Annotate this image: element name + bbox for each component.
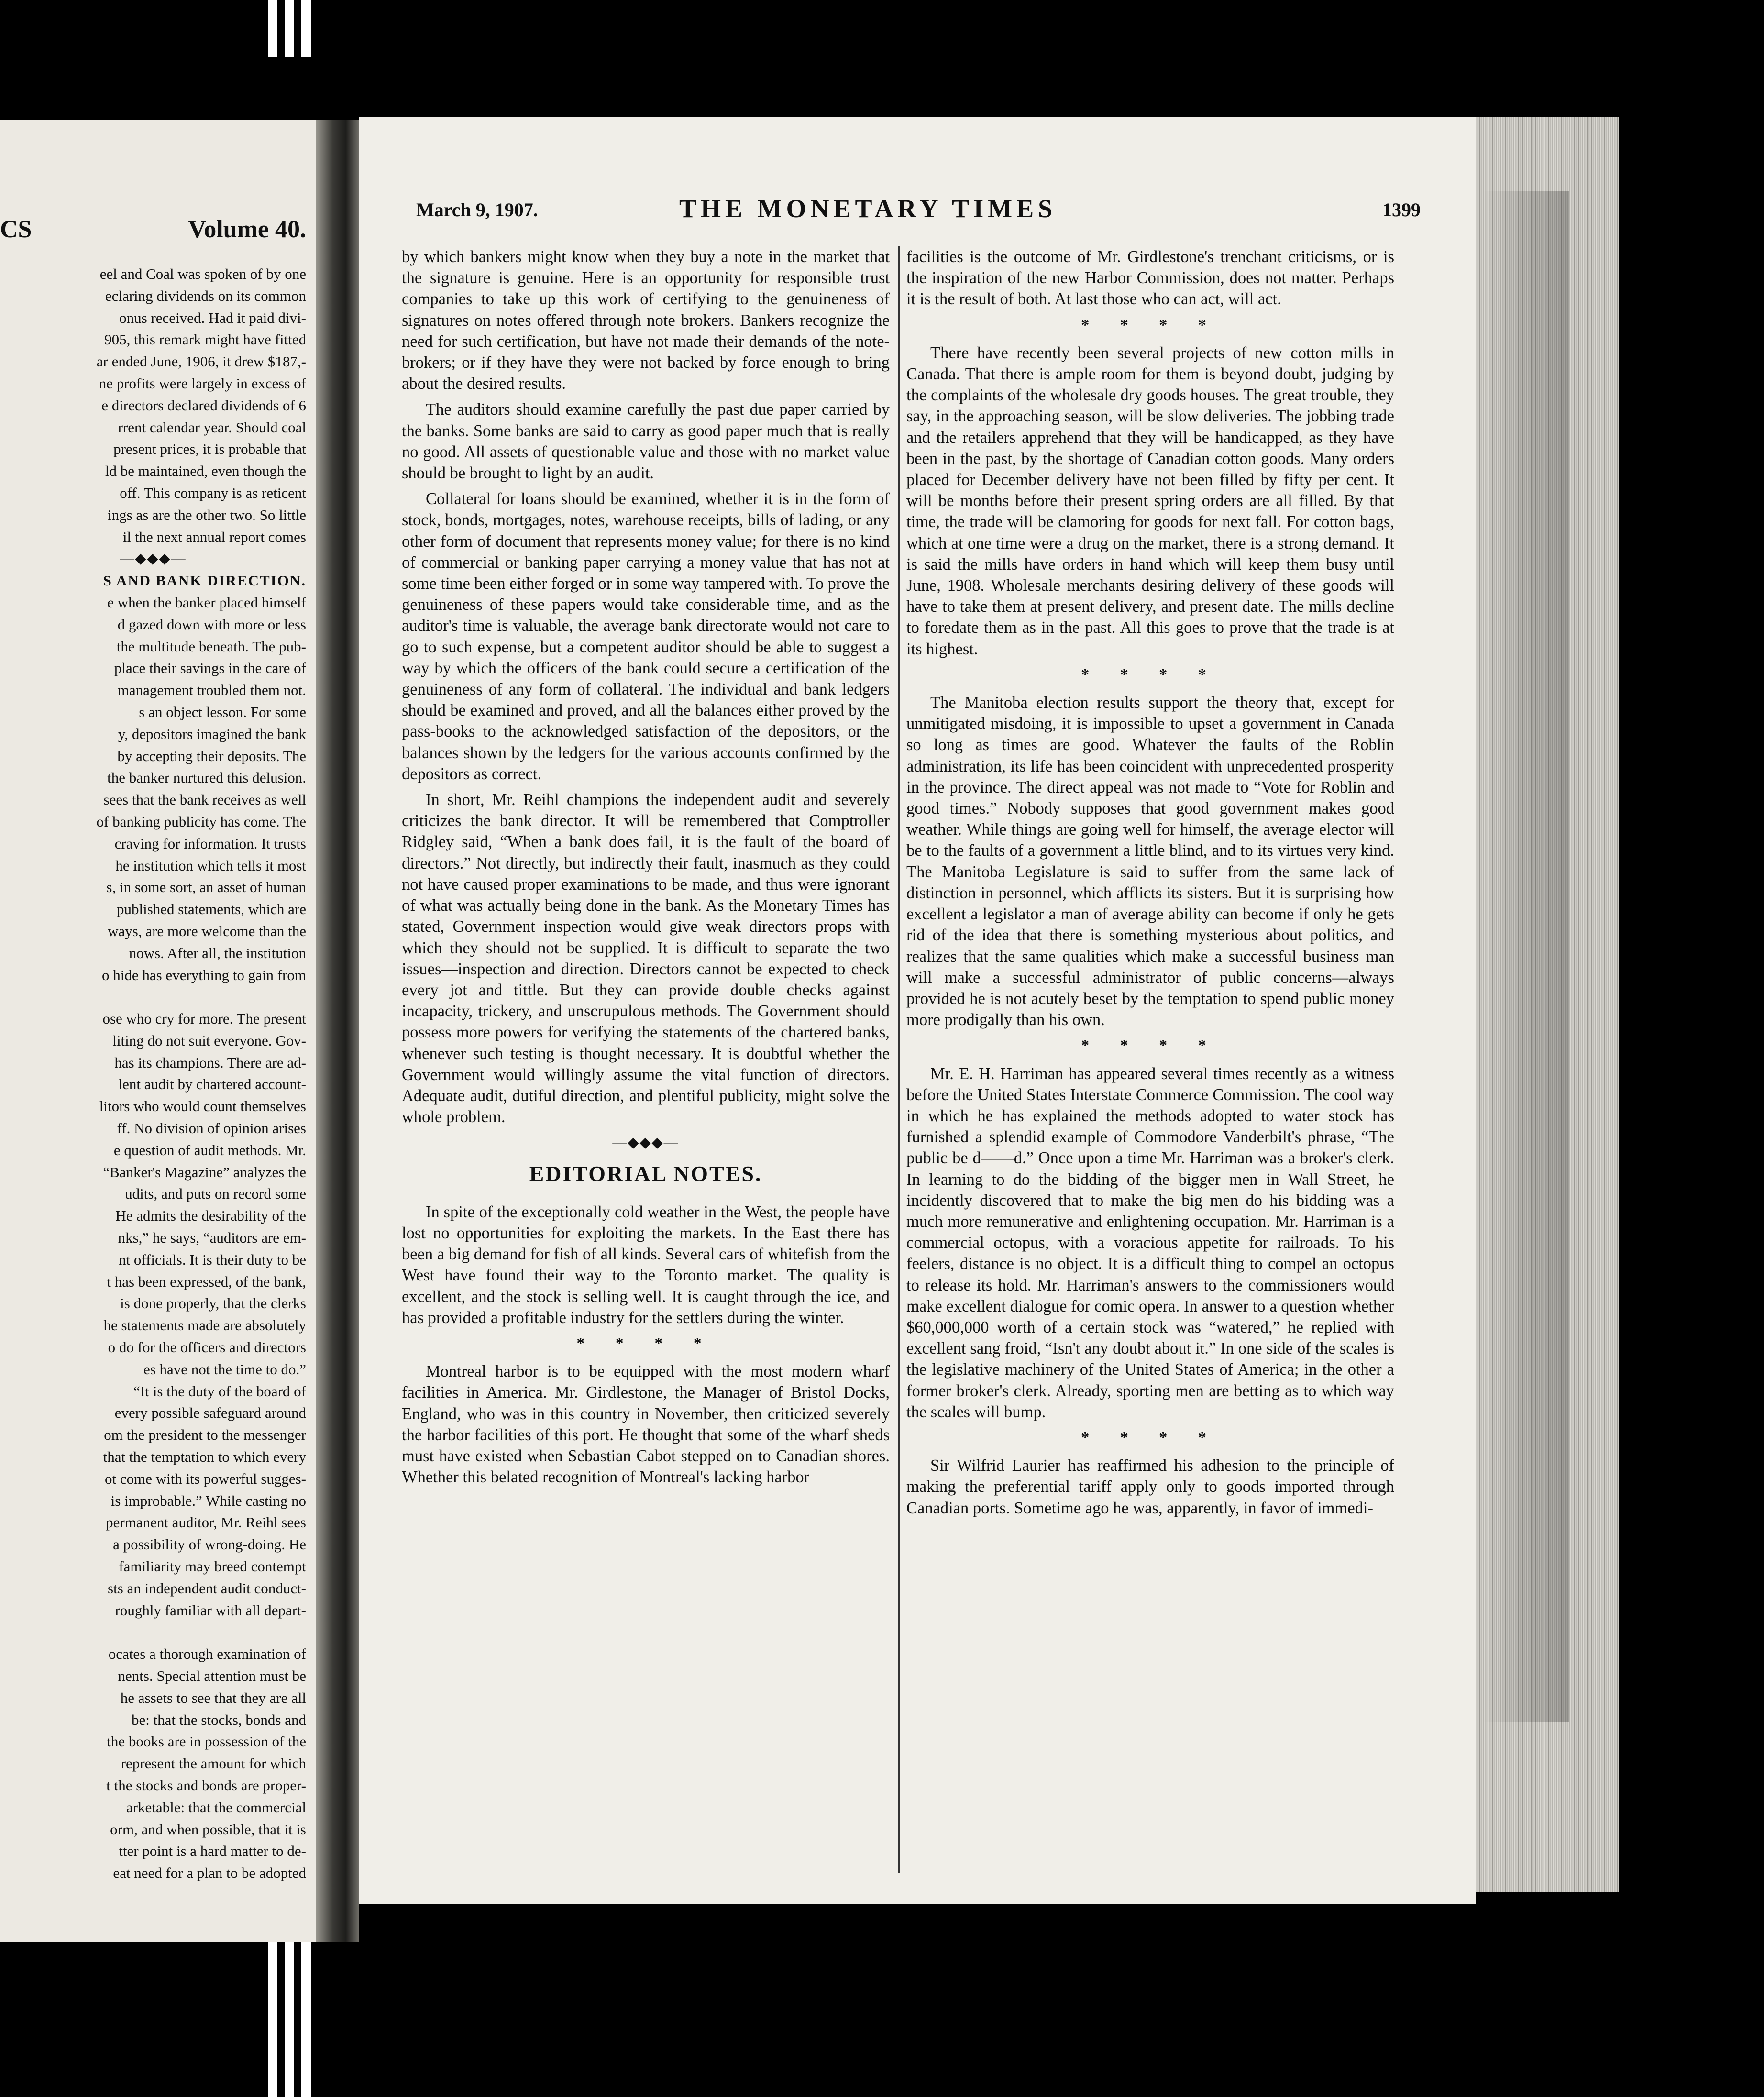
previous-page-line: ocates a thorough examination of (108, 1645, 306, 1663)
publication-title: THE MONETARY TIMES (679, 194, 1057, 223)
previous-page-line: ne profits were largely in excess of (99, 375, 306, 392)
page-date: March 9, 1907. (416, 199, 538, 221)
previous-page-line: craving for information. It trusts (114, 835, 306, 852)
previous-page-line: d gazed down with more or less (117, 616, 306, 633)
previous-page-header (0, 215, 306, 249)
previous-page-line: ld be maintained, even though the (105, 463, 306, 480)
book-gutter (316, 120, 359, 1942)
previous-page-line (0, 986, 306, 1008)
previous-page-line: “Banker's Magazine” analyzes the (103, 1163, 306, 1181)
editorial-notes-heading: EDITORIAL NOTES. (529, 1161, 762, 1186)
previous-page-line: y, depositors imagined the bank (118, 725, 306, 742)
previous-page-line: ose who cry for more. The present (102, 1010, 306, 1027)
previous-page-line: orm, and when possible, that it is (110, 1821, 306, 1838)
previous-page-line: o do for the officers and directors (108, 1339, 306, 1356)
previous-page-line: eclaring dividends on its common (105, 287, 306, 304)
previous-page-line: tter point is a hard matter to de- (119, 1843, 306, 1860)
previous-page-line: is done properly, that the clerks (120, 1295, 306, 1312)
previous-page-line: ways, are more welcome than the (108, 922, 306, 939)
previous-page-line (0, 1621, 306, 1643)
previous-page-line: ot come with its powerful sugges- (104, 1470, 306, 1487)
previous-page-line: place their savings in the care of (114, 660, 306, 677)
film-mark (301, 0, 311, 57)
previous-page-line: il the next annual report comes (122, 528, 306, 545)
paragraph: The Manitoba election results support the theory that, except for unmitigated misdoing, it is impossible to upset a government in Canada so long as times are good. Whatever the faults of the Roblin administration, its life has been coincident with unprecedented prosperity in the province. The direct appeal was not made to “Vote for Roblin and good times.” Nobody supposes that good government makes good weather. While things are going well for himself, the average elector will be to the faults of a government a little blind, and to its virtues very kind. The Manitoba Legislature is said to suffer from the same lack of distinction in personnel, which afflicts its sisters. But it is surprising how excellent a legislator a man of average ability can become if only he gets rid of the idea that there is something mysterious about politics, and realizes that the same qualities which make a successful business man will make a successful administrator of public concerns—always provided he is not acutely beset by the temptation to spend public money more prodigally than his own. (906, 694, 1394, 1029)
previous-page-line: litors who would count themselves (99, 1098, 306, 1115)
previous-page-line: nt officials. It is their duty to be (118, 1251, 306, 1268)
previous-page-section-heading: S AND BANK DIRECTION. (103, 572, 306, 589)
paragraph: facilities is the outcome of Mr. Girdlestone's trenchant criticisms, or is the inspiration of the new Harbor Commission, does not matter. Perhaps it is the result of both. At last those who can act, will act. (906, 248, 1394, 309)
page-number: 1399 (1382, 199, 1421, 221)
page-header (416, 194, 1421, 232)
previous-page-line: sees that the bank receives as well (103, 791, 306, 808)
paragraph: In short, Mr. Reihl champions the independent audit and severely criticizes the bank director. It will be remembered that Comptroller Ridgley said, “When a bank does fail, it is the fault of the board of directors.” Not directly, but indirectly their fault, inasmuch as they could not have caused proper examinations to be made, and thus were ignorant of what was actually being done in the bank. As the Monetary Times has stated, Government inspection would give weak directors props with which they should not be supplied. It is difficult to separate the two issues—inspection and direction. Directors cannot be expected to check every jot and tittle. But they can provide double checks against incapacity, trickery, and unscrupulous methods. The Government should possess more powers for verifying the statements of the chartered banks, whenever such testing is thought necessary. It is doubtful whether the Government would willingly assume the vital function of directors. Adequate audit, dutiful direction, and plentiful publicity, might solve the whole problem. (402, 791, 890, 1126)
paragraph: by which bankers might know when they buy a note in the market that the signature is genuine. Here is an opportunity for responsible trust companies to take up this work of certifying to the genuineness of signatures on notes offered through note brokers. Bankers recognize the need for such certification, but have not made their demands of the note-brokers; or if they have they were not backed by force enough to bring about the desired results. (402, 248, 890, 393)
previous-page-line: He admits the desirability of the (115, 1207, 306, 1225)
previous-page-line: t the stocks and bonds are proper- (106, 1777, 306, 1794)
previous-page-line: permanent auditor, Mr. Reihl sees (106, 1514, 306, 1531)
previous-page-line: nows. After all, the institution (129, 944, 306, 961)
previous-page-line: rrent calendar year. Should coal (118, 419, 306, 436)
previous-page-line: be: that the stocks, bonds and (131, 1711, 306, 1728)
film-mark (268, 0, 277, 57)
previous-page-line: off. This company is as reticent (120, 484, 306, 501)
previous-page-line: es have not the time to do.” (143, 1360, 306, 1378)
previous-page-line: eel and Coal was spoken of by one (99, 265, 306, 282)
previous-page-line: he statements made are absolutely (103, 1317, 306, 1334)
column-rule (898, 246, 900, 1873)
previous-page-line: udits, and puts on record some (125, 1185, 306, 1203)
paragraph: There have recently been several projects of new cotton mills in Canada. That there is ample room for them is beyond doubt, judging by the complaints of the wholesale dry goods houses. The great trouble, they say, in the approaching season, will be slow deliveries. The jobbing trade and the retailers apprehend that they will be handicapped, as they have been in the past, by the shortage of Canadian cotton goods. Many orders placed for December delivery have not been filled by fifty per cent. It will be months before their present spring orders are all filled. By that time, the trade will be clamoring for goods for next fall. For cotton bags, which at one time were a drug on the market, there is a strong demand. It is said the mills have orders in hand which will keep them busy until June, 1908. Wholesale merchants desiring delivery of these goods will have to take them at present delivery, and present date. The mills decline to foredate them as in the past. All this goes to prove that the trade is at its highest. (906, 343, 1394, 658)
previous-page-line: the books are in possession of the (107, 1733, 306, 1750)
previous-page-line: the multitude beneath. The pub- (116, 638, 306, 655)
film-mark (285, 1942, 294, 2097)
previous-page (0, 120, 316, 1942)
film-mark (268, 1942, 277, 2097)
previous-page-line: nks,” he says, “auditors are em- (118, 1229, 306, 1247)
paragraph: Collateral for loans should be examined, whether it is in the form of stock, bonds, mortgages, notes, warehouse receipts, bills of lading, or any other form of document that represents money value; for there is no kind of commercial or banking paper carrying a money value that has not at some time been either forged or in some way tampered with. To prove the genuineness of these papers would take considerable time, and as the auditor's time is valuable, the average bank directorate would not care to go to such expense, but a competent auditor should be able to suggest a way by which the officers of the bank could secure a certification of the genuineness of any form of collateral. The individual and bank ledgers should be examined and proved, and all the balances either proved by the pass-books to the acknowledged satisfaction of the depositors, or the balances shown by the ledgers for the various accounts confirmed by the depositors as correct. (402, 490, 890, 783)
previous-page-line: by accepting their deposits. The (117, 747, 306, 764)
previous-page-line: sts an independent audit conduct- (108, 1579, 306, 1597)
previous-page-line: om the president to the messenger (104, 1426, 306, 1444)
previous-page-line: ff. No division of opinion arises (117, 1120, 306, 1137)
main-page (359, 117, 1476, 1904)
previous-page-line: ings as are the other two. So little (108, 506, 306, 523)
previous-page-line: o hide has everything to gain from (101, 966, 306, 983)
previous-page-line: that the temptation to which every (103, 1448, 306, 1466)
previous-page-line: e directors declared dividends of 6 (101, 397, 306, 414)
section-divider: * * * * (1081, 316, 1220, 334)
previous-page-line: t has been expressed, of the bank, (107, 1273, 306, 1290)
previous-page-line: nents. Special attention must be (118, 1667, 306, 1684)
film-mark (301, 1942, 311, 2097)
film-mark (285, 0, 294, 57)
ornament: —◆◆◆— (612, 1135, 679, 1151)
previous-page-line: “It is the duty of the board of (133, 1382, 306, 1400)
previous-page-line: familiarity may breed contempt (119, 1558, 306, 1575)
previous-page-line: eat need for a plan to be adopted (113, 1865, 306, 1882)
previous-page-line: a possibility of wrong-doing. He (113, 1536, 306, 1553)
paragraph: Montreal harbor is to be equipped with the most modern wharf facilities in America. Mr. Girdlestone, the Manager of Bristol Docks, England, who was in this country in November, then criticized severely the harbor facilities of this port. He thought that some of the wharf sheds must have existed when Sebastian Cabot stepped on to Canadian shores. Whether this belated recognition of Montreal's lacking harbor (402, 1362, 890, 1487)
previous-page-line: every possible safeguard around (114, 1404, 306, 1422)
previous-page-line: arketable: that the commercial (126, 1799, 306, 1816)
paragraph: The auditors should examine carefully the past due paper carried by the banks. Some banks are said to carry as good paper much that is really no good. All assets of questionable value and those with no market value should be brought to light by an audit. (402, 400, 890, 483)
previous-page-line: is improbable.” While casting no (110, 1492, 306, 1509)
page-stack-shadow (1483, 191, 1569, 1722)
previous-page-line: onus received. Had it paid divi- (119, 309, 306, 326)
previous-page-line: has its champions. There are ad- (114, 1054, 306, 1071)
paragraph: Mr. E. H. Harriman has appeared several times recently as a witness before the United States Interstate Commerce Commission. The cool way in which he has explained the methods adopted to water stock has furnished a splendid example of Commodore Vanderbilt's phrase, “The public be d——d.” Once upon a time Mr. Harriman was a broker's clerk. In learning to do the bidding of the bigger men in Wall Street, he incidently discovered that to make the big men do his bidding was a much more remunerative and enlightening occupation. Mr. Harriman is a commercial octopus, with a voracious appetite for railroads. To his feelers, distance is no object. It is a difficult thing to compel an octopus to release its hold. Mr. Harriman's answers to the commissioners would make excellent dialogue for comic opera. In answer to a question whether $60,000,000 worth of a certain stock was “watered,” he replied with excellent sang froid, “Isn't any doubt about it.” In one side of the scales is the legislative machinery of the United States of America; in the other a former broker's clerk. Already, sporting men are betting as to which way the scales will bump. (906, 1064, 1394, 1421)
previous-page-line: management troubled them not. (117, 682, 306, 699)
previous-page-line: e question of audit methods. Mr. (113, 1141, 306, 1159)
previous-page-line: 905, this remark might have fitted (104, 331, 306, 348)
section-divider: * * * * (1081, 665, 1220, 684)
previous-page-line: the banker nurtured this delusion. (107, 769, 306, 786)
previous-page-line: he institution which tells it most (115, 857, 306, 874)
previous-page-line: he assets to see that they are all (120, 1689, 306, 1706)
right-column (906, 246, 1394, 1523)
previous-page-line: of banking publicity has come. The (96, 813, 306, 830)
previous-page-volume: Volume 40. (188, 216, 306, 243)
left-column (402, 246, 890, 1492)
previous-page-header-left: CS (0, 216, 32, 243)
section-divider: * * * * (1081, 1037, 1220, 1055)
paragraph: Sir Wilfrid Laurier has reaffirmed his adhesion to the principle of making the preferential tariff apply only to goods imported through Canadian ports. Sometime ago he was, apparently, in favor of immedi- (906, 1457, 1394, 1517)
previous-page-line: ar ended June, 1906, it drew $187,- (96, 353, 306, 370)
previous-page-line: roughly familiar with all depart- (115, 1601, 306, 1619)
previous-page-line: s, in some sort, an asset of human (106, 879, 306, 896)
previous-page-line: present prices, it is probable that (113, 441, 306, 458)
previous-page-line: s an object lesson. For some (139, 703, 306, 720)
previous-page-line: represent the amount for which (121, 1755, 306, 1772)
section-divider: * * * * (1081, 1428, 1220, 1446)
previous-page-line: liting do not suit everyone. Gov- (112, 1032, 306, 1049)
previous-page-line: lent audit by chartered account- (118, 1076, 306, 1093)
previous-page-text (0, 263, 306, 1884)
previous-page-line: e when the banker placed himself (107, 594, 306, 611)
section-divider: * * * * (576, 1334, 715, 1352)
previous-page-line: published statements, which are (116, 901, 306, 918)
ornament: —◆◆◆— (120, 551, 187, 567)
paragraph: In spite of the exceptionally cold weather in the West, the people have lost no opportunities for exploiting the markets. In the East there has been a big demand for fish of all kinds. Several cars of whitefish from the West have found their way to the Toronto market. The quality is excellent, and the stock is selling well. It is caught through the ice, and has provided a profitable industry for the settlers during the winter. (402, 1203, 890, 1327)
